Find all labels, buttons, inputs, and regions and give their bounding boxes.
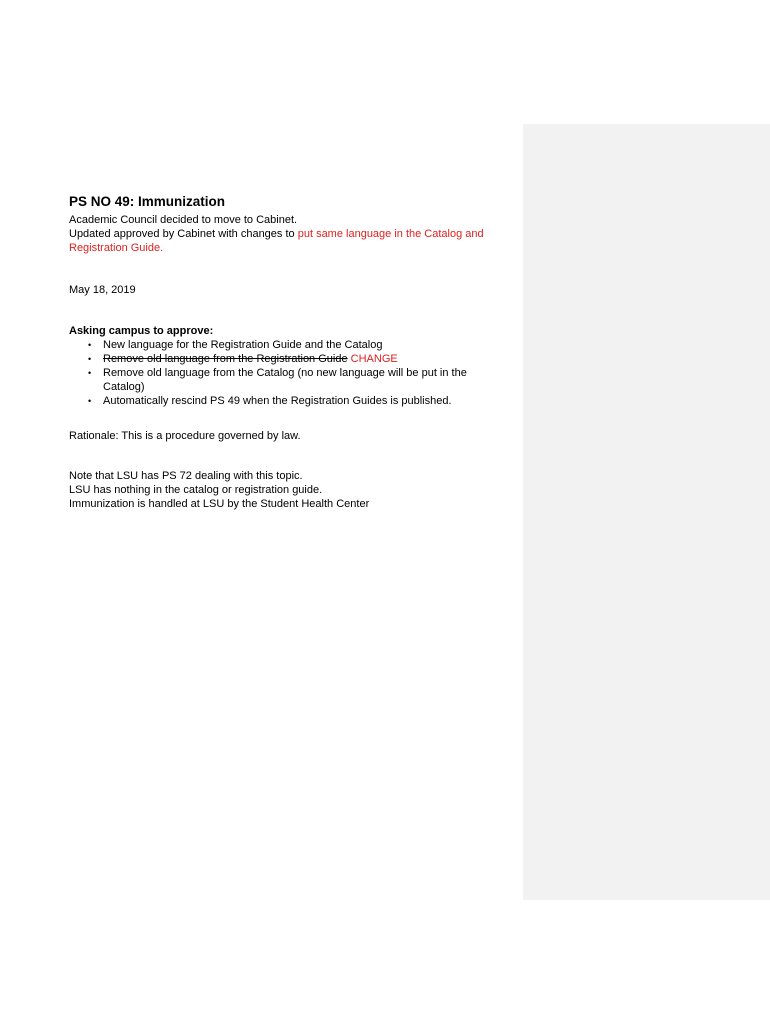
bullet-icon: • — [88, 354, 92, 364]
ask-heading: Asking campus to approve: — [69, 325, 214, 337]
list-item-change-note: CHANGE — [347, 353, 398, 365]
intro-line-2-highlight: put same language in the Catalog and Registration Guide — [69, 228, 484, 254]
note-line: Immunization is handled at LSU by the Student Health Center — [69, 498, 370, 510]
bullet-icon: • — [88, 396, 92, 406]
list-item — [69, 338, 499, 352]
approval-list — [69, 338, 499, 408]
intro-line-2 — [69, 227, 499, 255]
bullet-icon: • — [88, 368, 92, 378]
notes-block — [69, 469, 499, 511]
comment-margin-pane — [523, 124, 770, 900]
list-item-text: New language for the Registration Guide and the Catalog — [103, 339, 383, 351]
intro-line-2-prefix: Updated approved by Cabinet with changes to — [69, 228, 298, 240]
list-item-text: Remove old language from the Catalog (no new language will be put in the Catalog) — [103, 367, 467, 393]
rationale-text: Rationale: This is a procedure governed by law. — [69, 430, 301, 442]
document-date: May 18, 2019 — [69, 284, 136, 296]
note-line: LSU has nothing in the catalog or registration guide. — [69, 484, 323, 496]
intro-line-1: Academic Council decided to move to Cabinet. — [69, 214, 298, 226]
bullet-icon: • — [88, 340, 92, 350]
document-body — [69, 193, 499, 511]
intro-line-2-suffix: . — [160, 242, 164, 254]
list-item — [69, 394, 499, 408]
list-item-struck-text: Remove old language from the Registration Guide — [103, 353, 348, 365]
list-item-text: Automatically rescind PS 49 when the Registration Guides is published. — [103, 395, 452, 407]
note-line: Note that LSU has PS 72 dealing with this topic. — [69, 470, 303, 482]
document-title: PS NO 49: Immunization — [69, 194, 226, 209]
list-item — [69, 352, 499, 366]
list-item — [69, 366, 499, 394]
